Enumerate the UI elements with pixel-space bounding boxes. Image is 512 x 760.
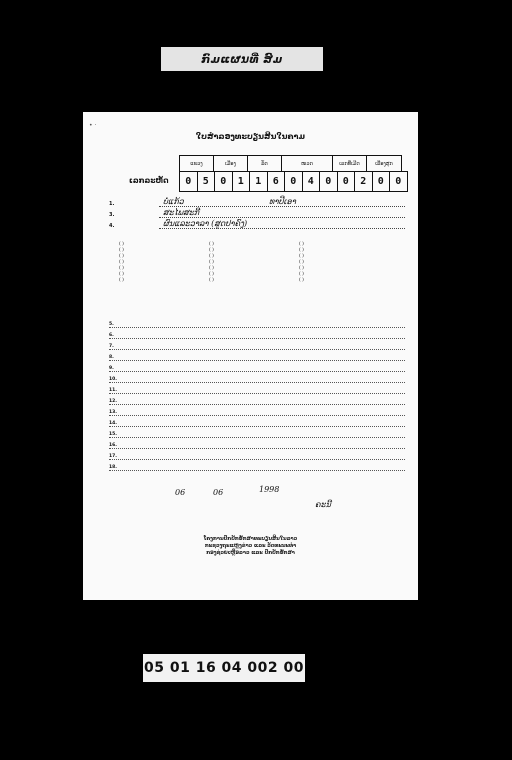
option-checkbox[interactable] — [119, 242, 209, 247]
option-checkbox[interactable] — [299, 242, 389, 247]
top-label: ກົມແຜນທີ່ ສົມ — [161, 47, 323, 71]
option-checkbox[interactable] — [299, 254, 389, 259]
code-digit: 0 — [373, 172, 391, 191]
option-checkbox[interactable] — [119, 260, 209, 265]
code-grid-header — [179, 155, 402, 172]
option-checkbox[interactable] — [209, 242, 299, 247]
issue-month: 06 — [213, 488, 224, 497]
code-digit: 0 — [395, 176, 402, 187]
code-head: ໜວດ — [282, 156, 333, 172]
row-province: 1. ບໍ່ແກ້ວ ທາປີເອາ — [109, 196, 405, 207]
code-head: ແຂວງ — [180, 156, 214, 172]
form-footer — [83, 536, 418, 557]
option-grid — [119, 242, 389, 283]
code-digit: 1 — [250, 172, 268, 191]
code-digit: 1 — [233, 172, 251, 191]
option-checkbox[interactable] — [119, 266, 209, 271]
code-head: ເມືອງ — [214, 156, 248, 172]
code-digit: 0 — [180, 172, 198, 191]
form-title: ໃບສຳລອງທະບຽນສິນໃນຄາມ — [195, 132, 306, 141]
option-checkbox[interactable] — [119, 254, 209, 259]
code-label: ເລກລະຫັດ — [129, 176, 169, 185]
row-title: 4. ຜົນແລະວາລາ (ສູດປາຄົງ) — [109, 218, 405, 229]
signer-value: ຄະນີ — [315, 500, 331, 509]
bottom-code-label: 05 01 16 04 002 00 — [143, 654, 305, 682]
option-checkbox[interactable] — [119, 278, 209, 283]
option-checkbox[interactable] — [299, 272, 389, 277]
code-digit: 2 — [355, 172, 373, 191]
name-value: ສະໄພສະກີ — [163, 208, 200, 217]
sheet-marks: • · — [89, 122, 97, 129]
district-value: ທາປີເອາ — [269, 197, 296, 206]
footer-line: ກະຊວງຖະແຫຼງຂ່າວ ແລະ ວັດທະນະທຳ — [204, 543, 297, 549]
option-checkbox[interactable] — [209, 266, 299, 271]
form-sheet — [83, 112, 418, 600]
code-digit: 0 — [285, 172, 303, 191]
option-checkbox[interactable] — [299, 260, 389, 265]
option-checkbox[interactable] — [299, 278, 389, 283]
code-head: ເລກທີ່ເມີດ — [333, 156, 367, 172]
form-rows — [109, 196, 405, 229]
code-digit: 0 — [338, 172, 356, 191]
code-head: ເລືອງສຸກ — [375, 161, 393, 167]
title-value: ຜົນແລະວາລາ (ສູດປາຄົງ) — [163, 219, 248, 228]
code-head: ລັດ — [248, 156, 282, 172]
option-checkbox[interactable] — [299, 266, 389, 271]
code-digit: 0 — [320, 172, 338, 191]
code-grid — [179, 171, 408, 192]
code-digit: 5 — [198, 172, 216, 191]
option-checkbox[interactable] — [119, 248, 209, 253]
province-value: ບໍ່ແກ້ວ — [163, 197, 184, 206]
code-digit: 0 — [215, 172, 233, 191]
option-checkbox[interactable] — [209, 248, 299, 253]
code-digit: 6 — [268, 172, 286, 191]
option-checkbox[interactable] — [209, 278, 299, 283]
option-checkbox[interactable] — [209, 272, 299, 277]
issue-year: 1998 — [259, 485, 280, 494]
option-checkbox[interactable] — [299, 248, 389, 253]
issue-day: 06 — [175, 488, 186, 497]
row-name: 3. ສະໄພສະກີ — [109, 207, 405, 218]
option-checkbox[interactable] — [209, 254, 299, 259]
detail-lines: 5. 6. 7. 8. 9. 10. 11. 12. 13. 14. 15. 16. 17. 18. — [109, 317, 405, 471]
option-checkbox[interactable] — [119, 272, 209, 277]
footer-line: ກອງຊ່ວຍເຫຼືອລາວ ແລະ ປົກປັກຮັກສາ — [206, 550, 295, 556]
code-digit: 4 — [303, 172, 321, 191]
option-checkbox[interactable] — [209, 260, 299, 265]
footer-line: ໂຄງການປົກປັກຮັກສາທະບຽນສິນໃນລາວ — [203, 536, 298, 542]
